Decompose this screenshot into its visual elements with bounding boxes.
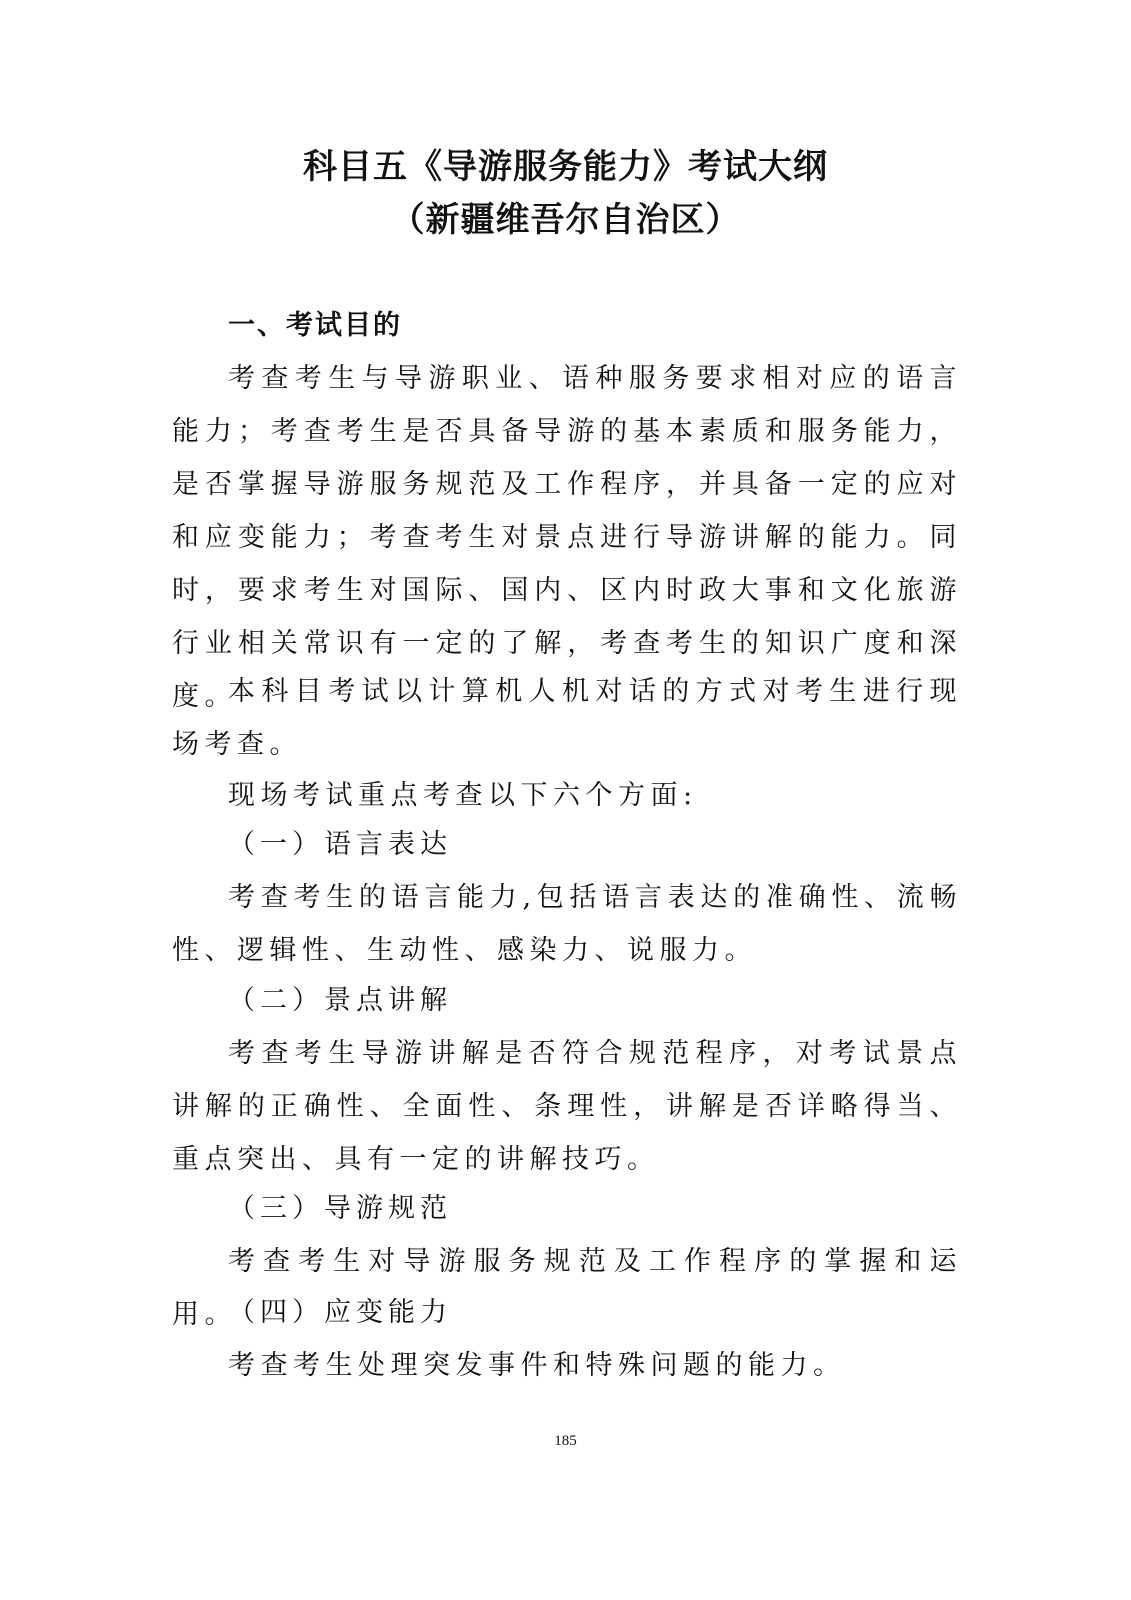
section-heading: 一、考试目的	[228, 310, 402, 341]
item-heading-adaptability: （四）应变能力	[228, 1297, 452, 1328]
focus-intro-paragraph: 现场考试重点考查以下六个方面:	[228, 780, 698, 811]
item-text-adaptability: 考查考生处理突发事件和特殊问题的能力。	[228, 1350, 846, 1381]
exam-method-paragraph: 本科目考试以计算机人机对话的方式对考生进行现场考查。	[172, 676, 962, 760]
document-title: 科目五《导游服务能力》考试大纲	[303, 147, 828, 187]
item-heading-language: （一）语言表达	[228, 829, 452, 860]
page-number: 185	[554, 1433, 577, 1449]
purpose-paragraph: 考查考生与导游职业、语种服务要求相对应的语言能力；考查考生是否具备导游的基本素质和服务能力，是否掌握导游服务规范及工作程序，并具备一定的应对和应变能力；考查考生对景点进行导游讲解的能力。同时，要求考生对国际、国内、区内时政大事和文化旅游行业相关常识有一定的了解，考查考生的知识广度和深度。	[172, 363, 962, 712]
item-text-standards: 考查考生对导游服务规范及工作程序的掌握和运用。	[172, 1246, 962, 1330]
item-text-scenic: 考查考生导游讲解是否符合规范程序，对考试景点讲解的正确性、全面性、条理性，讲解是否详略得当、重点突出、具有一定的讲解技巧。	[172, 1038, 962, 1175]
item-heading-standards: （三）导游规范	[228, 1193, 452, 1224]
item-text-language: 考查考生的语言能力,包括语言表达的准确性、流畅性、逻辑性、生动性、感染力、说服力。	[172, 882, 962, 966]
document-subtitle: （新疆维吾尔自治区）	[390, 200, 741, 240]
item-heading-scenic: （二）景点讲解	[228, 985, 452, 1016]
